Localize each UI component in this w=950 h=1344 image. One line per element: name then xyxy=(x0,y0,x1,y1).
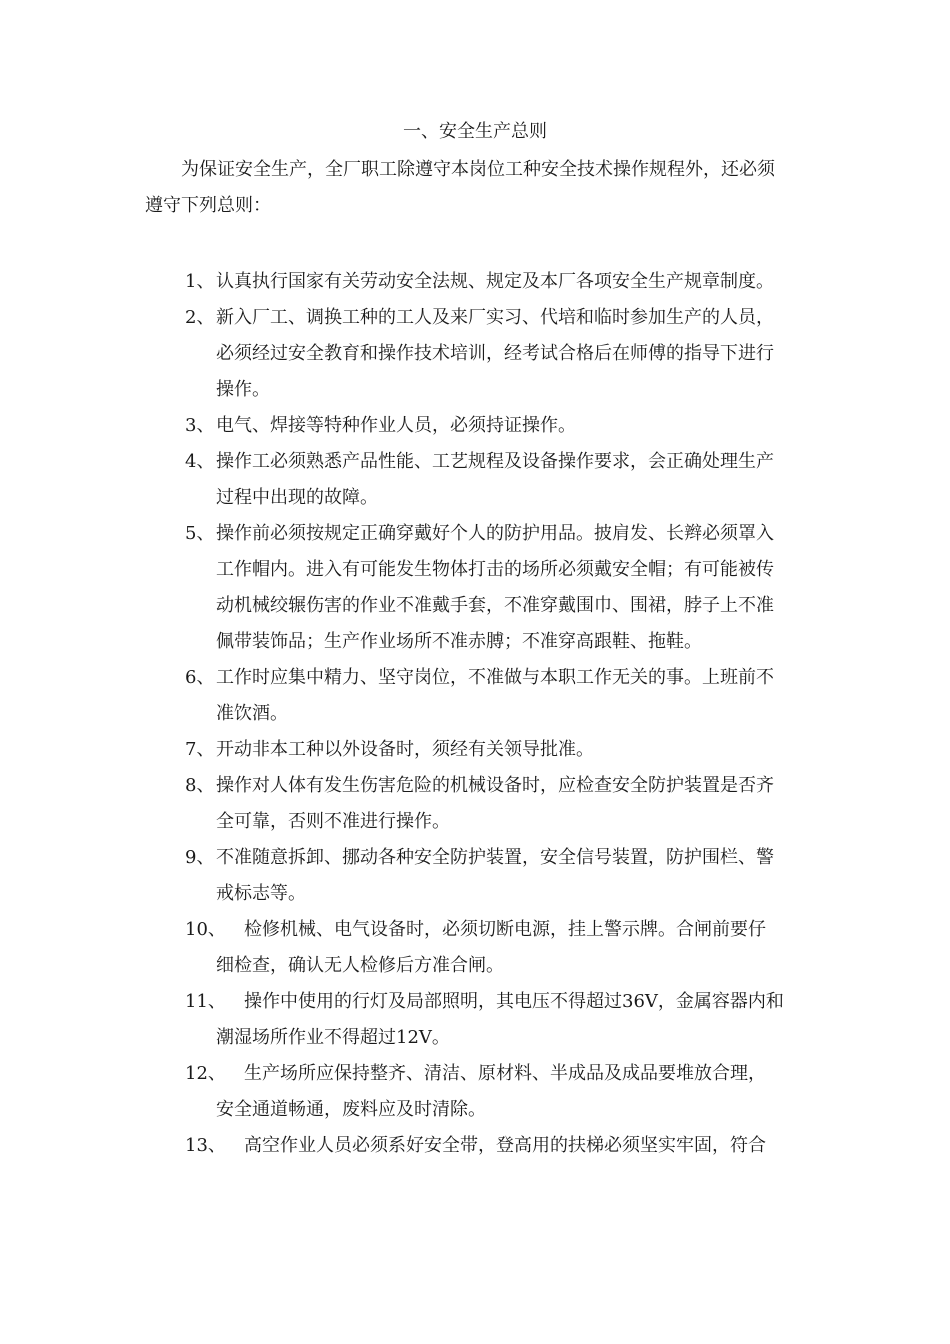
rule-text-line: 佩带装饰品；生产作业场所不准赤膊；不准穿高跟鞋、拖鞋。 xyxy=(216,631,702,652)
rule-text-line: 细检查，确认无人检修后方准合闸。 xyxy=(216,955,504,976)
rule-item xyxy=(0,408,950,444)
rule-number: 11、 xyxy=(185,991,226,1012)
rule-text-line: 操作前必须按规定正确穿戴好个人的防护用品。披肩发、长辫必须罩入 xyxy=(216,523,774,544)
rule-text-line: 动机械绞辗伤害的作业不准戴手套，不准穿戴围巾、围裙，脖子上不准 xyxy=(216,595,774,616)
rule-number: 10、 xyxy=(185,919,226,940)
rule-number: 2、 xyxy=(185,307,215,328)
rule-text-line: 工作时应集中精力、坚守岗位，不准做与本职工作无关的事。上班前不 xyxy=(216,667,774,688)
intro-paragraph xyxy=(145,152,815,224)
rule-text-line: 潮湿场所作业不得超过12V。 xyxy=(216,1027,450,1048)
rule-text-line: 认真执行国家有关劳动安全法规、规定及本厂各项安全生产规章制度。 xyxy=(216,271,774,292)
rule-item xyxy=(0,768,950,840)
rule-text-line: 生产场所应保持整齐、清洁、原材料、半成品及成品要堆放合理， xyxy=(244,1063,766,1084)
rule-item xyxy=(0,1056,950,1128)
rule-number: 13、 xyxy=(185,1135,226,1156)
rule-item xyxy=(0,840,950,912)
rule-text-line: 操作。 xyxy=(216,379,270,400)
rule-text-line: 操作对人体有发生伤害危险的机械设备时，应检查安全防护装置是否齐 xyxy=(216,775,774,796)
rule-text-line: 戒标志等。 xyxy=(216,883,306,904)
rule-item xyxy=(0,984,950,1056)
intro-line: 遵守下列总则： xyxy=(145,195,271,216)
rule-number: 12、 xyxy=(185,1063,226,1084)
rule-text-line: 工作帽内。进入有可能发生物体打击的场所必须戴安全帽；有可能被传 xyxy=(216,559,774,580)
rule-text-line: 全可靠，否则不准进行操作。 xyxy=(216,811,450,832)
section-title: 一、安全生产总则 xyxy=(403,121,547,142)
rule-item xyxy=(0,516,950,660)
rule-text-line: 电气、焊接等特种作业人员，必须持证操作。 xyxy=(216,415,576,436)
rule-item xyxy=(0,912,950,984)
intro-line: 为保证安全生产，全厂职工除遵守本岗位工种安全技术操作规程外，还必须 xyxy=(181,159,775,180)
rule-number: 4、 xyxy=(185,451,215,472)
rule-number: 9、 xyxy=(185,847,215,868)
rule-item xyxy=(0,732,950,768)
rule-number: 7、 xyxy=(185,739,215,760)
rule-text-line: 检修机械、电气设备时，必须切断电源，挂上警示牌。合闸前要仔 xyxy=(244,919,766,940)
rule-text-line: 新入厂工、调换工种的工人及来厂实习、代培和临时参加生产的人员， xyxy=(216,307,774,328)
rule-number: 5、 xyxy=(185,523,215,544)
rule-item xyxy=(0,1128,950,1164)
rule-text-line: 开动非本工种以外设备时，须经有关领导批准。 xyxy=(216,739,594,760)
rule-text-line: 不准随意拆卸、挪动各种安全防护装置，安全信号装置，防护围栏、警 xyxy=(216,847,774,868)
rule-text-line: 操作中使用的行灯及局部照明，其电压不得超过36V，金属容器内和 xyxy=(244,991,784,1012)
rule-number: 3、 xyxy=(185,415,215,436)
rule-item xyxy=(0,264,950,300)
rule-item xyxy=(0,660,950,732)
rule-number: 8、 xyxy=(185,775,215,796)
rule-text-line: 安全通道畅通，废料应及时清除。 xyxy=(216,1099,486,1120)
rule-text-line: 操作工必须熟悉产品性能、工艺规程及设备操作要求，会正确处理生产 xyxy=(216,451,774,472)
rule-text-line: 过程中出现的故障。 xyxy=(216,487,378,508)
rule-number: 1、 xyxy=(185,271,215,292)
rule-item xyxy=(0,444,950,516)
rule-text-line: 高空作业人员必须系好安全带，登高用的扶梯必须坚实牢固，符合 xyxy=(244,1135,766,1156)
rule-text-line: 必须经过安全教育和操作技术培训，经考试合格后在师傅的指导下进行 xyxy=(216,343,774,364)
rule-text-line: 准饮酒。 xyxy=(216,703,288,724)
rule-number: 6、 xyxy=(185,667,215,688)
rule-item xyxy=(0,300,950,408)
